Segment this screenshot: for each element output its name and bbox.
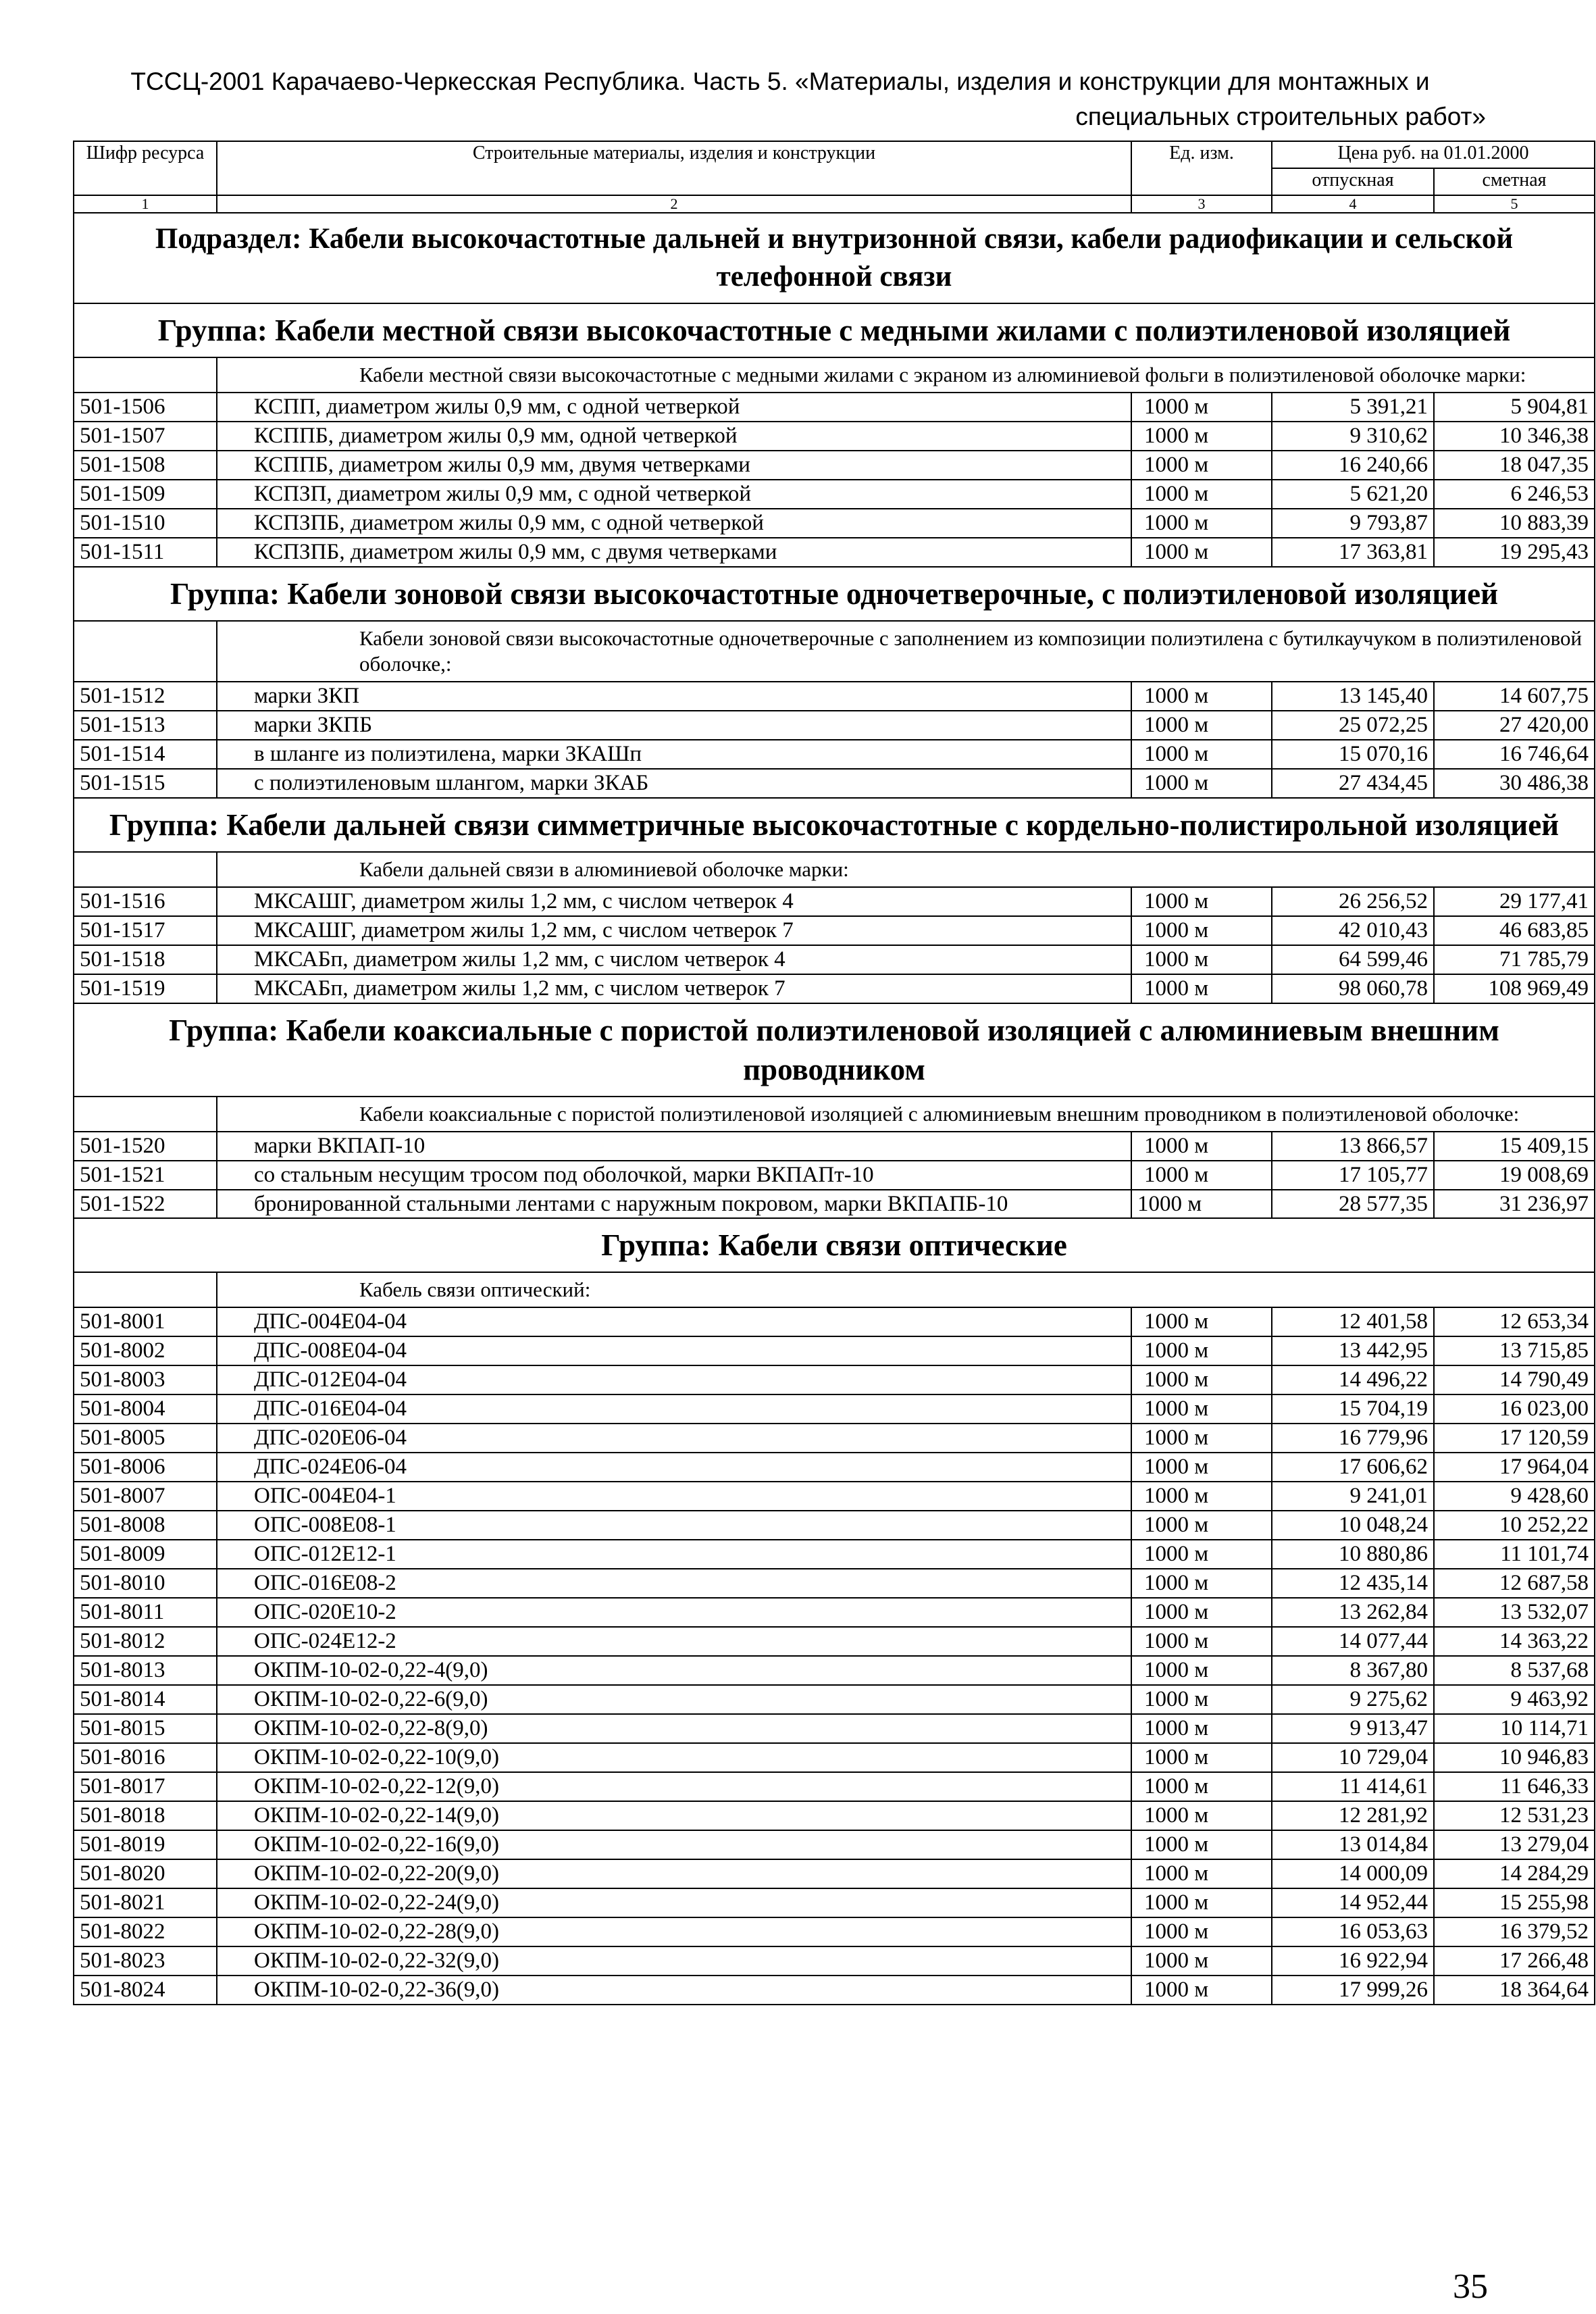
resource-code: 501-1516 [74,887,217,916]
group-description: Кабели местной связи высокочастотные с медными жилами с экраном из алюминиевой фольги в полиэтиленовой оболочке марки: [217,357,1595,393]
header-estimate-price: сметная [1434,168,1595,195]
table-row [74,1569,1595,1598]
resource-code: 501-8024 [74,1976,217,2005]
estimate-price: 14 363,22 [1434,1627,1595,1656]
estimate-price: 18 047,35 [1434,451,1595,480]
table-row [74,1888,1595,1917]
release-price: 14 077,44 [1272,1627,1434,1656]
release-price: 15 070,16 [1272,740,1434,769]
unit: 1000 м [1131,422,1272,451]
estimate-price: 10 946,83 [1434,1743,1595,1772]
desc-code-cell [74,1097,217,1132]
material-name: ОКПМ-10-02-0,22-6(9,0) [217,1685,1131,1714]
estimate-price: 17 964,04 [1434,1453,1595,1482]
table-row [74,1307,1595,1336]
release-price: 17 105,77 [1272,1161,1434,1190]
material-name: МКСАБп, диаметром жилы 1,2 мм, с числом четверок 7 [217,974,1131,1003]
resource-code: 501-8009 [74,1540,217,1569]
release-price: 5 391,21 [1272,393,1434,422]
material-name: марки ЗКПБ [217,711,1131,740]
desc-code-cell [74,1272,217,1307]
unit: 1000 м [1131,1161,1272,1190]
estimate-price: 10 883,39 [1434,509,1595,538]
estimate-price: 27 420,00 [1434,711,1595,740]
group-description: Кабель связи оптический: [217,1272,1595,1307]
desc-code-cell [74,852,217,887]
resource-code: 501-8014 [74,1685,217,1714]
release-price: 9 275,62 [1272,1685,1434,1714]
group-title: Группа: Кабели местной связи высокочастотные с медными жилами с полиэтиленовой изоляцией [74,303,1595,357]
group-description: Кабели зоновой связи высокочастотные одночетверочные с заполнением из композиции полиэтилена с бутилкаучуком в полиэтиленовой оболочке,: [217,621,1595,682]
estimate-price: 71 785,79 [1434,945,1595,974]
release-price: 10 048,24 [1272,1511,1434,1540]
resource-code: 501-8023 [74,1946,217,1976]
release-price: 9 793,87 [1272,509,1434,538]
estimate-price: 5 904,81 [1434,393,1595,422]
table-row [74,887,1595,916]
table-row [74,1424,1595,1453]
table-row [74,1830,1595,1859]
resource-code: 501-1520 [74,1132,217,1161]
unit: 1000 м [1131,1540,1272,1569]
estimate-price: 8 537,68 [1434,1656,1595,1685]
estimate-price: 13 279,04 [1434,1830,1595,1859]
table-row [74,916,1595,945]
header-price: Цена руб. на 01.01.2000 [1272,141,1595,168]
unit: 1000 м [1131,769,1272,798]
resource-code: 501-1509 [74,480,217,509]
resource-code: 501-1506 [74,393,217,422]
resource-code: 501-8006 [74,1453,217,1482]
unit: 1000 м [1131,1801,1272,1830]
table-row [74,1714,1595,1743]
estimate-price: 17 120,59 [1434,1424,1595,1453]
estimate-price: 14 607,75 [1434,682,1595,711]
header-release-price: отпускная [1272,168,1434,195]
material-name: в шланге из полиэтилена, марки ЗКАШп [217,740,1131,769]
table-row [74,1772,1595,1801]
subsection-title: Подраздел: Кабели высокочастотные дальней и внутризонной связи, кабели радиофикации и сельской телефонной связи [74,213,1595,303]
resource-code: 501-8004 [74,1394,217,1424]
estimate-price: 31 236,97 [1434,1190,1595,1218]
unit: 1000 м [1131,1569,1272,1598]
resource-code: 501-8013 [74,1656,217,1685]
resource-code: 501-8015 [74,1714,217,1743]
unit: 1000 м [1131,1656,1272,1685]
header-name: Строительные материалы, изделия и конструкции [217,141,1131,195]
table-row [74,393,1595,422]
resource-code: 501-1510 [74,509,217,538]
release-price: 17 999,26 [1272,1976,1434,2005]
table-row [74,769,1595,798]
material-name: ОКПМ-10-02-0,22-28(9,0) [217,1917,1131,1946]
material-name: КСППБ, диаметром жилы 0,9 мм, одной четверкой [217,422,1131,451]
estimate-price: 9 463,92 [1434,1685,1595,1714]
unit: 1000 м [1131,1685,1272,1714]
material-name: ОКПМ-10-02-0,22-14(9,0) [217,1801,1131,1830]
unit: 1000 м [1131,1365,1272,1394]
header-line-1: ТССЦ-2001 Карачаево-Черкесская Республика. Часть 5. «Материалы, изделия и конструкции для монтажных и [130,68,1430,95]
material-name: ОПС-016Е08-2 [217,1569,1131,1598]
col-number: 3 [1131,195,1272,213]
resource-code: 501-8002 [74,1336,217,1365]
resource-code: 501-8005 [74,1424,217,1453]
unit: 1000 м [1131,1190,1272,1218]
estimate-price: 46 683,85 [1434,916,1595,945]
material-name: ДПС-020Е06-04 [217,1424,1131,1453]
table-row [74,682,1595,711]
estimate-price: 13 532,07 [1434,1598,1595,1627]
desc-code-cell [74,621,217,682]
page-number: 35 [1453,2267,1488,2306]
table-row [74,1132,1595,1161]
release-price: 17 606,62 [1272,1453,1434,1482]
release-price: 14 952,44 [1272,1888,1434,1917]
table-row [74,1946,1595,1976]
release-price: 14 000,09 [1272,1859,1434,1888]
unit: 1000 м [1131,451,1272,480]
table-row [74,1598,1595,1627]
unit: 1000 м [1131,393,1272,422]
resource-code: 501-1511 [74,538,217,567]
release-price: 13 866,57 [1272,1132,1434,1161]
unit: 1000 м [1131,974,1272,1003]
release-price: 16 240,66 [1272,451,1434,480]
estimate-price: 18 364,64 [1434,1976,1595,2005]
table-row [74,1540,1595,1569]
release-price: 15 704,19 [1272,1394,1434,1424]
material-name: ОКПМ-10-02-0,22-20(9,0) [217,1859,1131,1888]
table-row [74,1656,1595,1685]
release-price: 9 913,47 [1272,1714,1434,1743]
unit: 1000 м [1131,1627,1272,1656]
resource-code: 501-8012 [74,1627,217,1656]
release-price: 12 401,58 [1272,1307,1434,1336]
estimate-price: 12 653,34 [1434,1307,1595,1336]
header-unit: Ед. изм. [1131,141,1272,195]
table-row [74,740,1595,769]
table-row [74,1161,1595,1190]
resource-code: 501-1512 [74,682,217,711]
page-header [74,64,1486,134]
release-price: 10 729,04 [1272,1743,1434,1772]
resource-code: 501-8011 [74,1598,217,1627]
unit: 1000 м [1131,1888,1272,1917]
release-price: 9 310,62 [1272,422,1434,451]
estimate-price: 29 177,41 [1434,887,1595,916]
material-name: с полиэтиленовым шлангом, марки ЗКАБ [217,769,1131,798]
release-price: 12 281,92 [1272,1801,1434,1830]
table-row [74,711,1595,740]
release-price: 13 442,95 [1272,1336,1434,1365]
release-price: 9 241,01 [1272,1482,1434,1511]
resource-code: 501-8007 [74,1482,217,1511]
material-name: КСПЗПБ, диаметром жилы 0,9 мм, с одной четверкой [217,509,1131,538]
estimate-price: 16 746,64 [1434,740,1595,769]
material-name: ОКПМ-10-02-0,22-36(9,0) [217,1976,1131,2005]
unit: 1000 м [1131,1976,1272,2005]
resource-code: 501-8021 [74,1888,217,1917]
material-name: ОПС-004Е04-1 [217,1482,1131,1511]
resource-code: 501-1518 [74,945,217,974]
estimate-price: 30 486,38 [1434,769,1595,798]
material-name: КСППБ, диаметром жилы 0,9 мм, двумя четверками [217,451,1131,480]
resource-code: 501-1514 [74,740,217,769]
material-name: ОКПМ-10-02-0,22-4(9,0) [217,1656,1131,1685]
material-name: ОКПМ-10-02-0,22-24(9,0) [217,1888,1131,1917]
table-row [74,538,1595,567]
unit: 1000 м [1131,509,1272,538]
table-row [74,1482,1595,1511]
estimate-price: 6 246,53 [1434,480,1595,509]
material-name: марки ВКПАП-10 [217,1132,1131,1161]
estimate-price: 15 255,98 [1434,1888,1595,1917]
estimate-price: 16 023,00 [1434,1394,1595,1424]
table-row [74,1976,1595,2005]
release-price: 16 922,94 [1272,1946,1434,1976]
release-price: 13 014,84 [1272,1830,1434,1859]
material-name: КСПП, диаметром жилы 0,9 мм, с одной четверкой [217,393,1131,422]
estimate-price: 19 008,69 [1434,1161,1595,1190]
resource-code: 501-8022 [74,1917,217,1946]
estimate-price: 14 284,29 [1434,1859,1595,1888]
estimate-price: 11 646,33 [1434,1772,1595,1801]
header-line-2: специальных строительных работ» [1075,103,1486,130]
material-name: ОКПМ-10-02-0,22-12(9,0) [217,1772,1131,1801]
group-title: Группа: Кабели связи оптические [74,1218,1595,1272]
material-name: бронированной стальными лентами с наружным покровом, марки ВКПАПБ-10 [217,1190,1131,1218]
material-name: МКСАБп, диаметром жилы 1,2 мм, с числом четверок 4 [217,945,1131,974]
unit: 1000 м [1131,1307,1272,1336]
release-price: 11 414,61 [1272,1772,1434,1801]
group-title: Группа: Кабели коаксиальные с пористой полиэтиленовой изоляцией с алюминиевым внешним проводником [74,1003,1595,1097]
unit: 1000 м [1131,1598,1272,1627]
material-name: МКСАШГ, диаметром жилы 1,2 мм, с числом четверок 4 [217,887,1131,916]
table-row [74,974,1595,1003]
material-name: МКСАШГ, диаметром жилы 1,2 мм, с числом четверок 7 [217,916,1131,945]
group-title: Группа: Кабели дальней связи симметричные высокочастотные с кордельно-полистирольной изоляцией [74,798,1595,852]
estimate-price: 16 379,52 [1434,1917,1595,1946]
resource-code: 501-1517 [74,916,217,945]
estimate-price: 17 266,48 [1434,1946,1595,1976]
table-row [74,945,1595,974]
release-price: 64 599,46 [1272,945,1434,974]
table-row [74,1801,1595,1830]
table-row [74,1859,1595,1888]
material-name: ОПС-012Е12-1 [217,1540,1131,1569]
resource-code: 501-8020 [74,1859,217,1888]
group-title: Группа: Кабели зоновой связи высокочастотные одночетверочные, с полиэтиленовой изоляцией [74,567,1595,621]
release-price: 16 053,63 [1272,1917,1434,1946]
material-name: КСПЗПБ, диаметром жилы 0,9 мм, с двумя четверками [217,538,1131,567]
estimate-price: 19 295,43 [1434,538,1595,567]
release-price: 98 060,78 [1272,974,1434,1003]
price-table [73,141,1595,2005]
col-number: 1 [74,195,217,213]
unit: 1000 м [1131,538,1272,567]
release-price: 16 779,96 [1272,1424,1434,1453]
material-name: ОПС-024Е12-2 [217,1627,1131,1656]
resource-code: 501-8010 [74,1569,217,1598]
unit: 1000 м [1131,887,1272,916]
table-row [74,1190,1595,1218]
group-description: Кабели дальней связи в алюминиевой оболочке марки: [217,852,1595,887]
unit: 1000 м [1131,740,1272,769]
estimate-price: 12 531,23 [1434,1801,1595,1830]
material-name: марки ЗКП [217,682,1131,711]
unit: 1000 м [1131,945,1272,974]
table-row [74,1336,1595,1365]
unit: 1000 м [1131,1424,1272,1453]
release-price: 26 256,52 [1272,887,1434,916]
material-name: ДПС-024Е06-04 [217,1453,1131,1482]
estimate-price: 10 346,38 [1434,422,1595,451]
estimate-price: 11 101,74 [1434,1540,1595,1569]
resource-code: 501-8001 [74,1307,217,1336]
unit: 1000 м [1131,1917,1272,1946]
release-price: 42 010,43 [1272,916,1434,945]
material-name: ОПС-020Е10-2 [217,1598,1131,1627]
table-row [74,480,1595,509]
resource-code: 501-8016 [74,1743,217,1772]
release-price: 12 435,14 [1272,1569,1434,1598]
table-row [74,1627,1595,1656]
material-name: ДПС-012Е04-04 [217,1365,1131,1394]
group-description: Кабели коаксиальные с пористой полиэтиленовой изоляцией с алюминиевым внешним проводником в полиэтиленовой оболочке: [217,1097,1595,1132]
table-row [74,509,1595,538]
estimate-price: 14 790,49 [1434,1365,1595,1394]
material-name: ОКПМ-10-02-0,22-10(9,0) [217,1743,1131,1772]
resource-code: 501-1507 [74,422,217,451]
unit: 1000 м [1131,1336,1272,1365]
resource-code: 501-8018 [74,1801,217,1830]
table-row [74,1365,1595,1394]
col-number: 2 [217,195,1131,213]
estimate-price: 12 687,58 [1434,1569,1595,1598]
estimate-price: 9 428,60 [1434,1482,1595,1511]
estimate-price: 13 715,85 [1434,1336,1595,1365]
unit: 1000 м [1131,1714,1272,1743]
resource-code: 501-1522 [74,1190,217,1218]
release-price: 10 880,86 [1272,1540,1434,1569]
release-price: 14 496,22 [1272,1365,1434,1394]
release-price: 27 434,45 [1272,769,1434,798]
unit: 1000 м [1131,1482,1272,1511]
material-name: ОКПМ-10-02-0,22-8(9,0) [217,1714,1131,1743]
material-name: ДПС-016Е04-04 [217,1394,1131,1424]
unit: 1000 м [1131,1394,1272,1424]
material-name: ДПС-004Е04-04 [217,1307,1131,1336]
release-price: 17 363,81 [1272,538,1434,567]
table-row [74,1511,1595,1540]
release-price: 13 262,84 [1272,1598,1434,1627]
price-table-body [74,213,1595,2005]
unit: 1000 м [1131,1743,1272,1772]
header-code: Шифр ресурса [74,141,217,195]
resource-code: 501-1513 [74,711,217,740]
material-name: со стальным несущим тросом под оболочкой, марки ВКПАПт-10 [217,1161,1131,1190]
release-price: 28 577,35 [1272,1190,1434,1218]
release-price: 8 367,80 [1272,1656,1434,1685]
unit: 1000 м [1131,1772,1272,1801]
resource-code: 501-8003 [74,1365,217,1394]
unit: 1000 м [1131,1132,1272,1161]
material-name: ОКПМ-10-02-0,22-16(9,0) [217,1830,1131,1859]
unit: 1000 м [1131,916,1272,945]
resource-code: 501-1521 [74,1161,217,1190]
unit: 1000 м [1131,1453,1272,1482]
unit: 1000 м [1131,1946,1272,1976]
estimate-price: 108 969,49 [1434,974,1595,1003]
release-price: 13 145,40 [1272,682,1434,711]
estimate-price: 10 252,22 [1434,1511,1595,1540]
material-name: КСПЗП, диаметром жилы 0,9 мм, с одной четверкой [217,480,1131,509]
material-name: ДПС-008Е04-04 [217,1336,1131,1365]
table-row [74,1453,1595,1482]
unit: 1000 м [1131,1511,1272,1540]
col-number: 4 [1272,195,1434,213]
resource-code: 501-1508 [74,451,217,480]
estimate-price: 15 409,15 [1434,1132,1595,1161]
table-row [74,451,1595,480]
resource-code: 501-1519 [74,974,217,1003]
unit: 1000 м [1131,682,1272,711]
material-name: ОКПМ-10-02-0,22-32(9,0) [217,1946,1131,1976]
table-row [74,1394,1595,1424]
release-price: 25 072,25 [1272,711,1434,740]
material-name: ОПС-008Е08-1 [217,1511,1131,1540]
table-row [74,1917,1595,1946]
unit: 1000 м [1131,480,1272,509]
release-price: 5 621,20 [1272,480,1434,509]
table-row [74,1685,1595,1714]
col-number: 5 [1434,195,1595,213]
unit: 1000 м [1131,711,1272,740]
estimate-price: 10 114,71 [1434,1714,1595,1743]
unit: 1000 м [1131,1830,1272,1859]
resource-code: 501-8008 [74,1511,217,1540]
table-row [74,422,1595,451]
table-row [74,1743,1595,1772]
resource-code: 501-8019 [74,1830,217,1859]
desc-code-cell [74,357,217,393]
unit: 1000 м [1131,1859,1272,1888]
resource-code: 501-8017 [74,1772,217,1801]
resource-code: 501-1515 [74,769,217,798]
